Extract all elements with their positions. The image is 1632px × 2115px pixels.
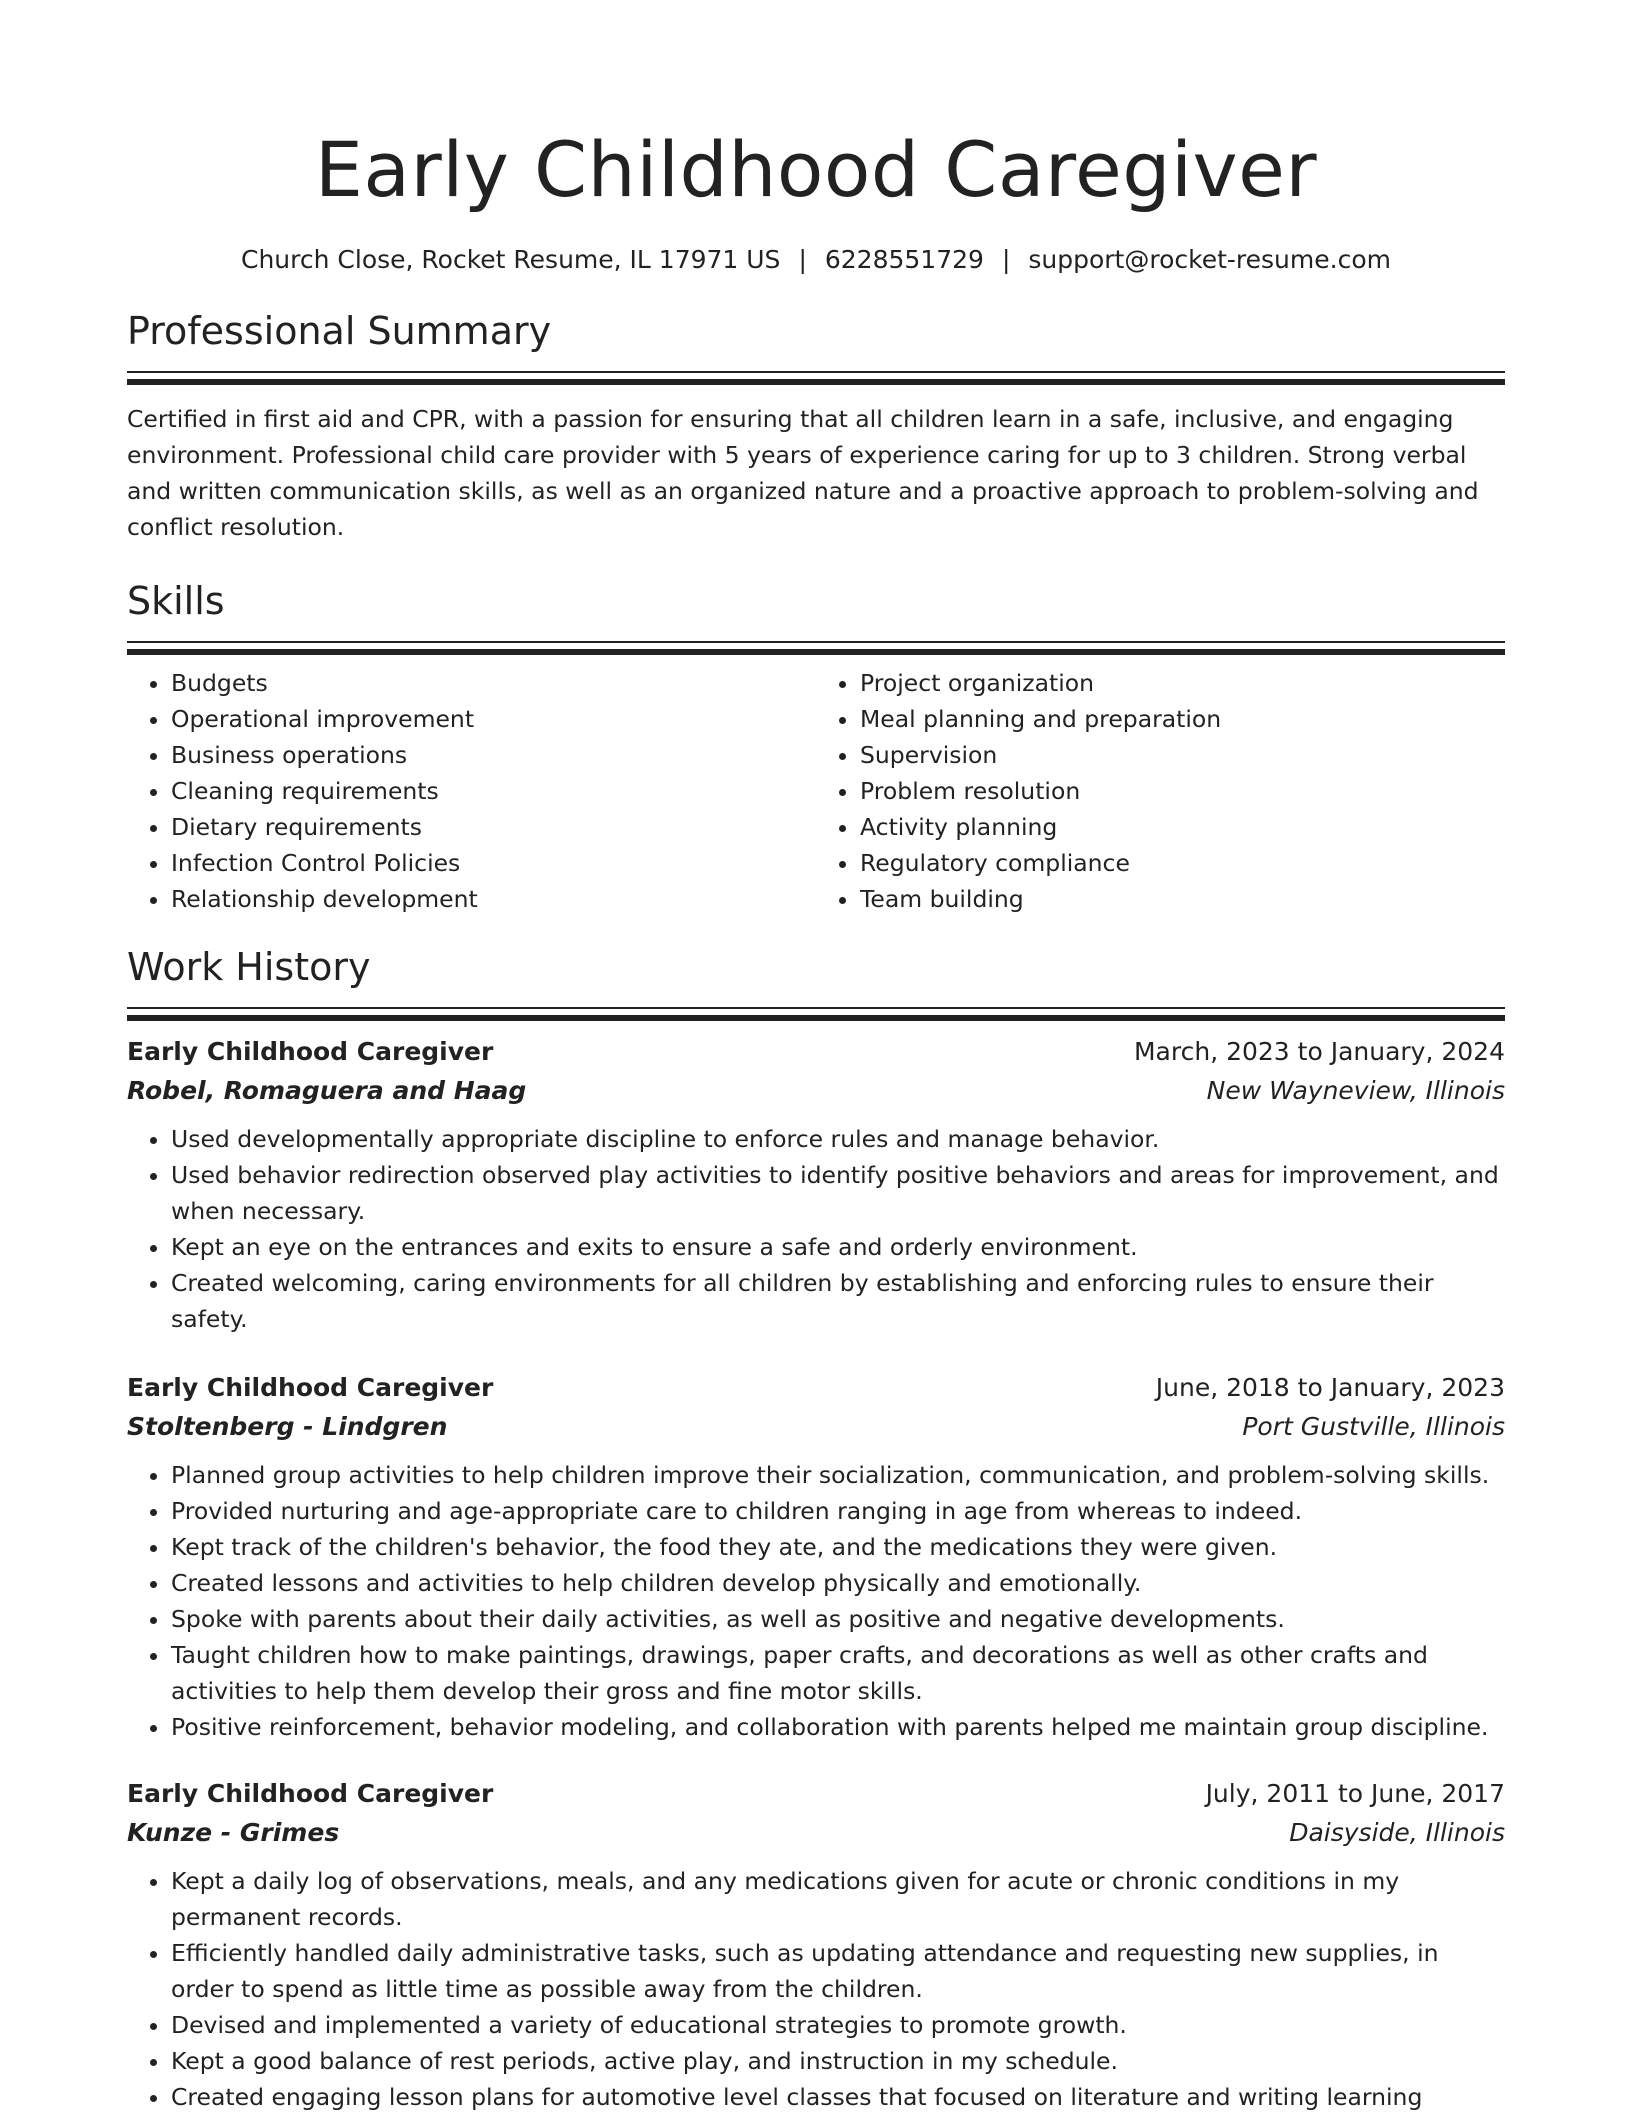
job-bullet: • Taught children how to make paintings, drawings, paper crafts, and decorations as well as other crafts and activities to help them develop their gross and fine motor skills. [171, 1637, 1505, 1709]
job-bullet: • Kept a daily log of observations, meals, and any medications given for acute or chronic conditions in my permanent records. [171, 1863, 1505, 1935]
job-header [127, 1775, 1505, 1813]
contact-address: Church Close, Rocket Resume, IL 17971 US [241, 245, 781, 274]
resume-page [127, 0, 1505, 2115]
job-location: Port Gustville, Illinois [1242, 1412, 1505, 1441]
job-bullet: • Created welcoming, caring environments for all children by establishing and enforcing rules to ensure their safety. [171, 1265, 1505, 1337]
job-title: Early Childhood Caregiver [127, 1037, 494, 1066]
contact-email: support@rocket-resume.com [1028, 245, 1391, 274]
job-dates: July, 2011 to June, 2017 [1205, 1779, 1505, 1808]
job-bullet: • Used behavior redirection observed play activities to identify positive behaviors and areas for improvement, and when necessary. [171, 1157, 1505, 1229]
job-header [127, 1369, 1505, 1407]
skill-item: • Budgets [171, 665, 816, 701]
job-bullet: • Kept a good balance of rest periods, active play, and instruction in my schedule. [171, 2043, 1505, 2079]
skills-column-left [127, 665, 816, 917]
job-bullet: • Created engaging lesson plans for automotive level classes that focused on literature and writing learning [171, 2079, 1505, 2115]
candidate-name: Early Childhood Caregiver [314, 125, 1318, 214]
skills-section [127, 575, 1505, 917]
work-history-heading: Work History [127, 945, 371, 989]
job-subheader [127, 1813, 1505, 1853]
skill-item: • Regulatory compliance [860, 845, 1505, 881]
skills-column-right [816, 665, 1505, 917]
job-subheader [127, 1407, 1505, 1447]
job-bullet: • Used developmentally appropriate discipline to enforce rules and manage behavior. [171, 1121, 1505, 1157]
skill-item: • Infection Control Policies [171, 845, 816, 881]
skill-item: • Supervision [860, 737, 1505, 773]
job-bullet-list [127, 1457, 1505, 1745]
skills-list-right [816, 665, 1505, 917]
job-company: Robel, Romaguera and Haag [127, 1076, 527, 1105]
skill-item: • Business operations [171, 737, 816, 773]
skill-item: • Cleaning requirements [171, 773, 816, 809]
summary-text: Certified in first aid and CPR, with a passion for ensuring that all children learn in a safe, inclusive, and engaging environment. Professional child care provider with 5 years of experience caring for up to 3 children. Strong verbal and written communication skills, as well as an organized nature and a proactive approach to problem-solving and conflict resolution. [127, 405, 1479, 541]
section-divider [127, 641, 1505, 649]
job-location: Daisyside, Illinois [1289, 1818, 1505, 1847]
job-bullet-list [127, 1863, 1505, 2115]
job-bullet: • Created lessons and activities to help children develop physically and emotionally. [171, 1565, 1505, 1601]
job-company: Kunze - Grimes [127, 1818, 340, 1847]
contact-separator: | [798, 245, 807, 274]
job-bullet: • Spoke with parents about their daily activities, as well as positive and negative developments. [171, 1601, 1505, 1637]
contact-line [127, 243, 1505, 277]
job-title: Early Childhood Caregiver [127, 1373, 494, 1402]
job-header [127, 1033, 1505, 1071]
job-entry [127, 1369, 1505, 1745]
skill-item: • Activity planning [860, 809, 1505, 845]
skills-heading: Skills [127, 579, 225, 623]
summary-heading: Professional Summary [127, 309, 552, 353]
job-bullet: • Devised and implemented a variety of educational strategies to promote growth. [171, 2007, 1505, 2043]
job-bullet: • Efficiently handled daily administrative tasks, such as updating attendance and requesting new supplies, in order to spend as little time as possible away from the children. [171, 1935, 1505, 2007]
section-divider [127, 371, 1505, 379]
skill-item: • Relationship development [171, 881, 816, 917]
job-company: Stoltenberg - Lindgren [127, 1412, 448, 1441]
skill-item: • Dietary requirements [171, 809, 816, 845]
job-bullet: • Planned group activities to help children improve their socialization, communication, and problem-solving skills. [171, 1457, 1505, 1493]
job-bullet-list [127, 1121, 1505, 1337]
job-bullet: • Kept track of the children's behavior, the food they ate, and the medications they were given. [171, 1529, 1505, 1565]
skills-list-left [127, 665, 816, 917]
job-title: Early Childhood Caregiver [127, 1779, 494, 1808]
contact-phone: 6228551729 [824, 245, 984, 274]
job-subheader [127, 1071, 1505, 1111]
job-bullet: • Kept an eye on the entrances and exits to ensure a safe and orderly environment. [171, 1229, 1505, 1265]
skills-columns [127, 665, 1505, 917]
skill-item: • Operational improvement [171, 701, 816, 737]
job-location: New Wayneview, Illinois [1206, 1076, 1505, 1105]
job-entry [127, 1033, 1505, 1337]
job-dates: March, 2023 to January, 2024 [1133, 1037, 1505, 1066]
work-history-section [127, 941, 1505, 2115]
skill-item: • Project organization [860, 665, 1505, 701]
contact-separator: | [1001, 245, 1011, 274]
skill-item: • Team building [860, 881, 1505, 917]
summary-section [127, 305, 1505, 545]
job-bullet: • Positive reinforcement, behavior modeling, and collaboration with parents helped me maintain group discipline. [171, 1709, 1505, 1745]
job-entry [127, 1775, 1505, 2115]
job-bullet: • Provided nurturing and age-appropriate care to children ranging in age from whereas to indeed. [171, 1493, 1505, 1529]
job-dates: June, 2018 to January, 2023 [1155, 1373, 1505, 1402]
skill-item: • Problem resolution [860, 773, 1505, 809]
skill-item: • Meal planning and preparation [860, 701, 1505, 737]
section-divider [127, 1007, 1505, 1015]
